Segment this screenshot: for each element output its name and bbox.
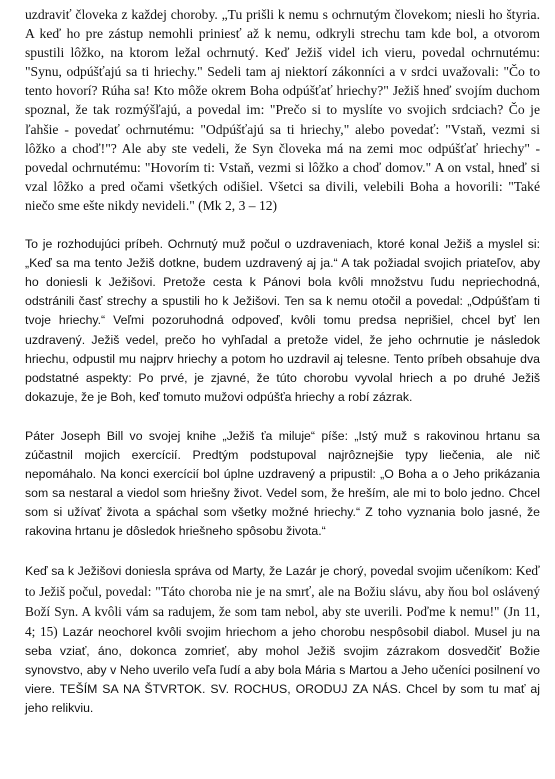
paragraph-lazarus	[25, 561, 540, 718]
lazarus-gospel-quote: Keď to Ježiš počul, povedal: "Táto choroba nie je na smrť, ale na Božiu slávu, aby ňou bol oslávený Boží Syn. A kvôli vám sa radujem, že som tam nebol, aby ste uverili. Poďme k nemu!" (Jn 11, 4; 15)	[25, 563, 540, 639]
paragraph-gospel-quote: uzdraviť človeka z každej choroby. „Tu prišli k nemu s ochrnutým človekom; niesli ho štyria. A keď ho pre zástup nemohli priniesť až k nemu, odkryli strechu tam kde bol, a otvorom spustili lôžko, na ktorom ležal ochrnutý. Keď Ježiš videl ich vieru, povedal ochrnutému: "Synu, odpúšťajú sa ti hriechy." Sedeli tam aj niektorí zákonníci a v srdci uvažovali: "Čo to tento hovorí? Rúha sa! Kto môže okrem Boha odpúšťať hriechy?" Ježiš hneď svojím duchom spoznal, že tak rozmýšľajú, a povedal im: "Prečo si to myslíte vo svojich srdciach? Čo je ľahšie - povedať ochrnutému: "Odpúšťajú sa ti hriechy," alebo povedať: "Vstaň, vezmi si lôžko a choď!"? Ale aby ste vedeli, že Syn človeka má na zemi moc odpúšťať hriechy" - povedal ochrnutému: "Hovorím ti: Vstaň, vezmi si lôžko a choď domov." A on vstal, hneď si vzal lôžko a pred očami všetkých odišiel. Všetci sa divili, velebili Boha a hovorili: "Také niečo sme ešte nikdy nevideli." (Mk 2, 3 – 12)	[25, 7, 540, 213]
lazarus-intro-text: Keď sa k Ježišovi doniesla správa od Marty, že Lazár je chorý, povedal svojim učeníkom:	[25, 564, 516, 579]
paragraph-spacer	[25, 215, 540, 235]
paragraph-commentary: To je rozhodujúci príbeh. Ochrnutý muž počul o uzdraveniach, ktoré konal Ježiš a myslel si: „Keď sa ma tento Ježiš dotkne, budem uzdravený aj ja.“ A tak požiadal svojich priateľov, aby ho doniesli k Ježišovi. Pretože cesta k Pánovi bola kvôli množstvu ľudu nepriechodná, odstránili časť strechy a spustili ho k Ježišovi. Ten sa k nemu otočil a povedal: „Odpúšťam ti tvoje hriechy.“ Veľmi pozoruhodná odpoveď, kvôli tomu predsa neprišiel, chcel byť len uzdravený. Ježiš vedel, prečo ho vyhľadal a pretože videl, že jeho ochrnutie je následok hriechu, odpustil mu najprv hriechy a potom ho uzdravil aj telesne. Tento príbeh obsahuje dva podstatné aspekty: Po prvé, je zjavné, že túto chorobu vyvolal hriech a po druhé Ježiš dokazuje, že je Boh, keď tomuto mužovi odpúšťa hriechy a robí zázrak.	[25, 237, 540, 404]
document-page	[25, 5, 540, 718]
paragraph-spacer	[25, 407, 540, 427]
paragraph-spacer	[25, 541, 540, 561]
lazarus-closing-text: Lazár neochorel kvôli svojim hriechom a jeho chorobu nespôsobil diabol. Musel ju na seba vziať, áno, dokonca zomrieť, aby mohol Ježiš svojim zázrakom dosvedčiť Božie synovstvo, aby v Neho uverilo veľa ľudí a aby bola Mária s Martou a Jeho učeníci posilnení vo viere. TEŠÍM SA NA ŠTVRTOK. SV. ROCHUS, ORODUJ ZA NÁS. Chcel by som tu mať aj jeho relikviu.	[25, 624, 540, 716]
paragraph-father-bill: Páter Joseph Bill vo svojej knihe „Ježiš ťa miluje“ píše: „Istý muž s rakovinou hrtanu sa zúčastnil mojich exercícií. Predtým podstupoval najrôznejšie typy liečenia, ale nič nepomáhalo. Na konci exercícií bol úplne uzdravený a pripustil: „O Boha a o Jeho prikázania som sa nestaral a viedol som hriešny život. Vedel som, že hreším, ale mi to bolo jedno. Chcel som si užívať života a spáchal som všetky možné hriechy.“ Z toho vyznania bolo jasné, že rakovina hrtanu je dôsledok hriešneho spôsobu života.“	[25, 428, 540, 539]
